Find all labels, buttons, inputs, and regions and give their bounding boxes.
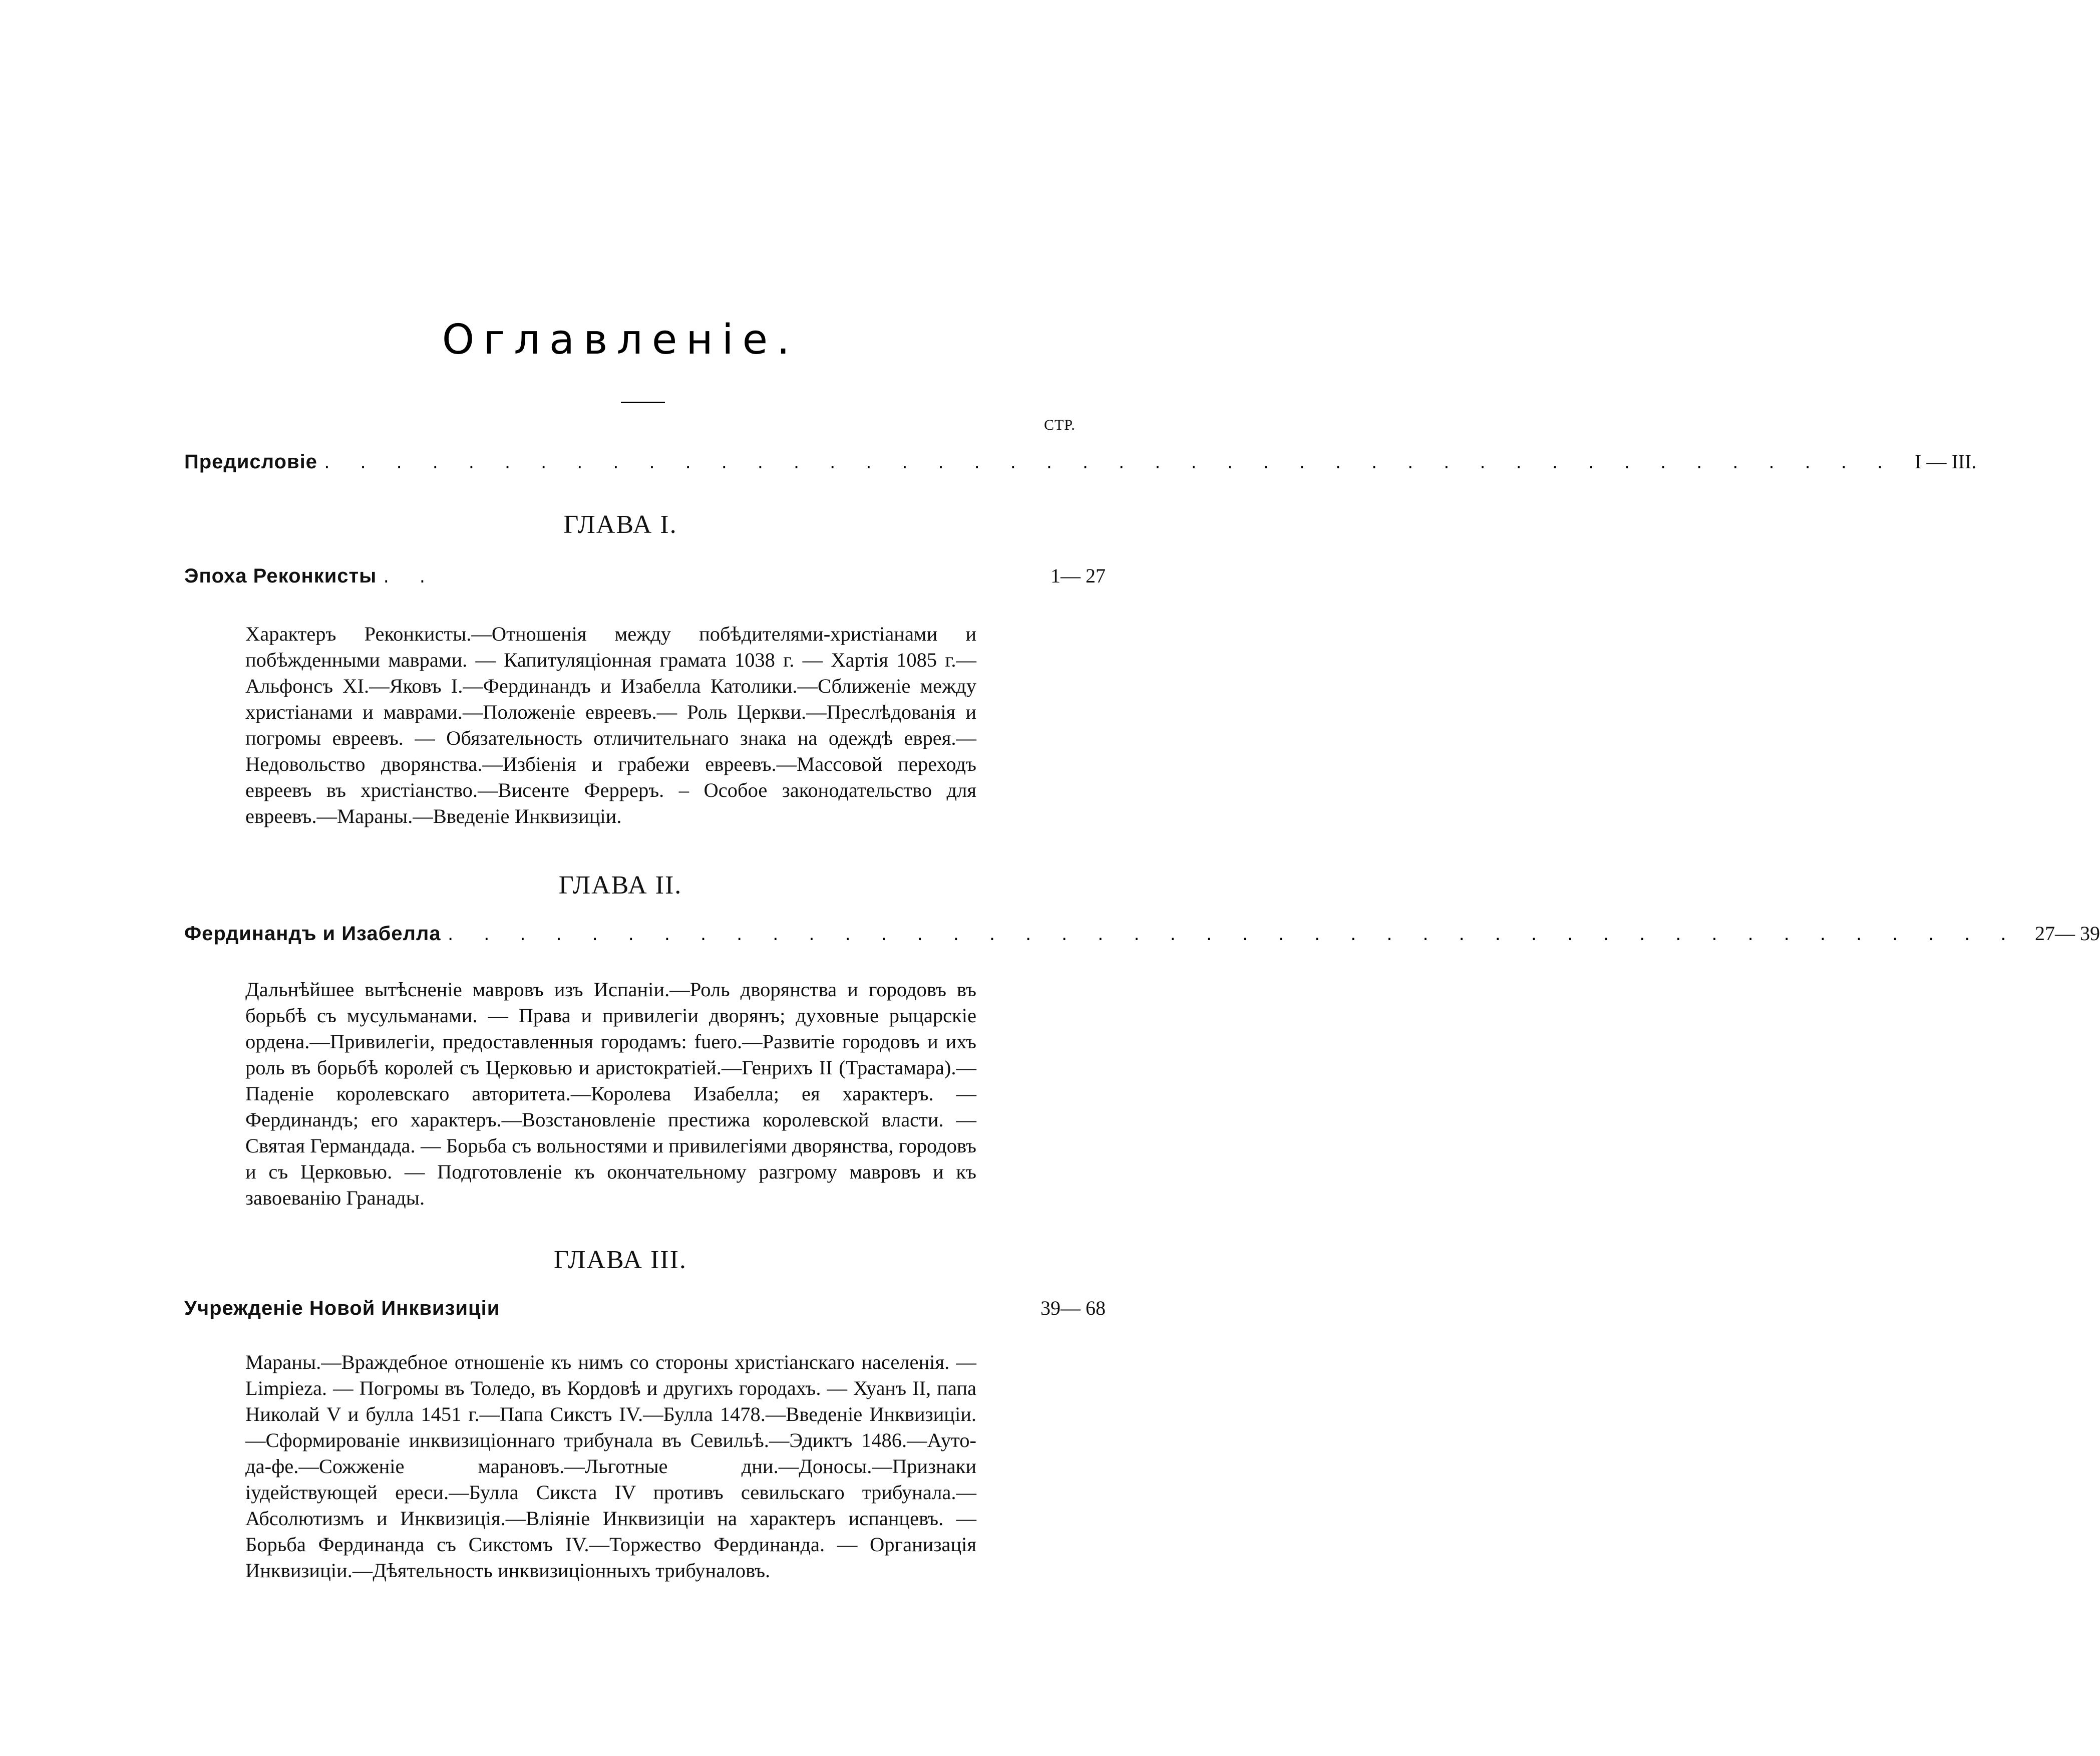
- dot-leader: . .: [382, 569, 436, 587]
- toc-entry-preface[interactable]: [184, 450, 1977, 473]
- chapter-synopsis: Дальнѣйшее вытѣсненіе мавровъ изъ Испаніи.—Роль дворянства и городовъ въ борьбѣ съ мусульманами. — Права и привилегіи дворянъ; духовные рыцарскіе ордена.—Привилегіи, предоставленныя городамъ: fuero.—Развитіе городовъ и ихъ роль въ борьбѣ королей съ Церковью и аристократіей.—Генрихъ II (Трастамара).—Паденіе королевскаго авторитета.—Королева Изабелла; ея характеръ. —Фердинандъ; его характеръ.—Возстановленіе престижа королевской власти. — Святая Германдада. — Борьба съ вольностями и привилегіями дворянства, городовъ и съ Церковью. — Подготовленіе къ окончательному разгрому мавровъ и къ завоеванію Гранады.: [245, 978, 976, 1209]
- toc-entry-pages: I — III.: [1915, 450, 1977, 473]
- chapter-heading: ГЛАВА II.: [558, 871, 682, 900]
- toc-entry-title: Учрежденіе Новой Инквизиціи: [184, 1297, 500, 1319]
- page-title: Оглавленіе.: [442, 316, 799, 364]
- toc-entry-chapter-1[interactable]: [184, 564, 1106, 588]
- toc-entry-pages: 1— 27: [1051, 564, 1106, 587]
- title-rule: [621, 402, 665, 403]
- toc-entry-chapter-3[interactable]: [184, 1296, 1106, 1320]
- toc-entry-pages: 39— 68: [1040, 1297, 1106, 1319]
- dot-leader: . . . . . . . . . . . . . . . . . . . . . . . . . . . . . . . . . . . . . . . . . . . .: [322, 455, 1894, 472]
- toc-entry-chapter-2[interactable]: [184, 922, 2100, 945]
- chapter-synopsis: Мараны.—Враждебное отношеніе къ нимъ со стороны христіанскаго населенія. — Limpieza. — Погромы въ Толедо, въ Кордовѣ и другихъ городахъ. — Хуанъ II, папа Николай V и булла 1451 г.—Папа Сикстъ IV.—Булла 1478.—Введеніе Инквизиціи.—Сформированіе инквизиціоннаго трибунала въ Севильѣ.—Эдиктъ 1486.—Ауто-да-фе.—Сожженіе марановъ.—Льготные дни.—Доносы.—Признаки іудействующей ереси.—Булла Сикста IV противъ севильскаго трибунала.—Абсолютизмъ и Инквизиція.—Вліяніе Инквизиціи на характеръ испанцевъ. — Борьба Фердинанда съ Сикстомъ IV.—Торжество Фердинанда. — Организація Инквизиціи.—Дѣятельность инквизиціонныхъ трибуналовъ.: [245, 1351, 976, 1582]
- toc-entry-title: Фердинандъ и Изабелла: [184, 923, 441, 945]
- chapter-synopsis: Характеръ Реконкисты.—Отношенія между побѣдителями-христіанами и побѣжденными маврами. — Капитуляціонная грамата 1038 г. — Хартія 1085 г.—Альфонсъ XI.—Яковъ I.—Фердинандъ и Изабелла Католики.—Сближеніе между христіанами и маврами.—Положеніе евреевъ.— Роль Церкви.—Преслѣдованія и погромы евреевъ. — Обязательность отличительнаго знака на одеждѣ еврея.—Недовольство дворянства.—Избіенія и грабежи евреевъ.—Массовой переходъ евреевъ въ христіанство.—Висенте Ферреръ. – Особое законодательство для евреевъ.—Мараны.—Введеніе Инквизиціи.: [245, 623, 976, 827]
- page-column-label: СТР.: [1044, 417, 1076, 433]
- toc-entry-title: Эпоха Реконкисты: [184, 565, 377, 587]
- toc-entry-pages: 27— 39: [2034, 922, 2100, 945]
- dot-leader: . . . . . . . . . . . . . . . . . . . . . . . . . . . . . . . . . . . . . . . . . . . .: [446, 927, 2017, 944]
- chapter-heading: ГЛАВА III.: [554, 1246, 687, 1274]
- chapter-heading: ГЛАВА I.: [563, 510, 677, 539]
- toc-entry-title: Предисловіе: [184, 451, 317, 473]
